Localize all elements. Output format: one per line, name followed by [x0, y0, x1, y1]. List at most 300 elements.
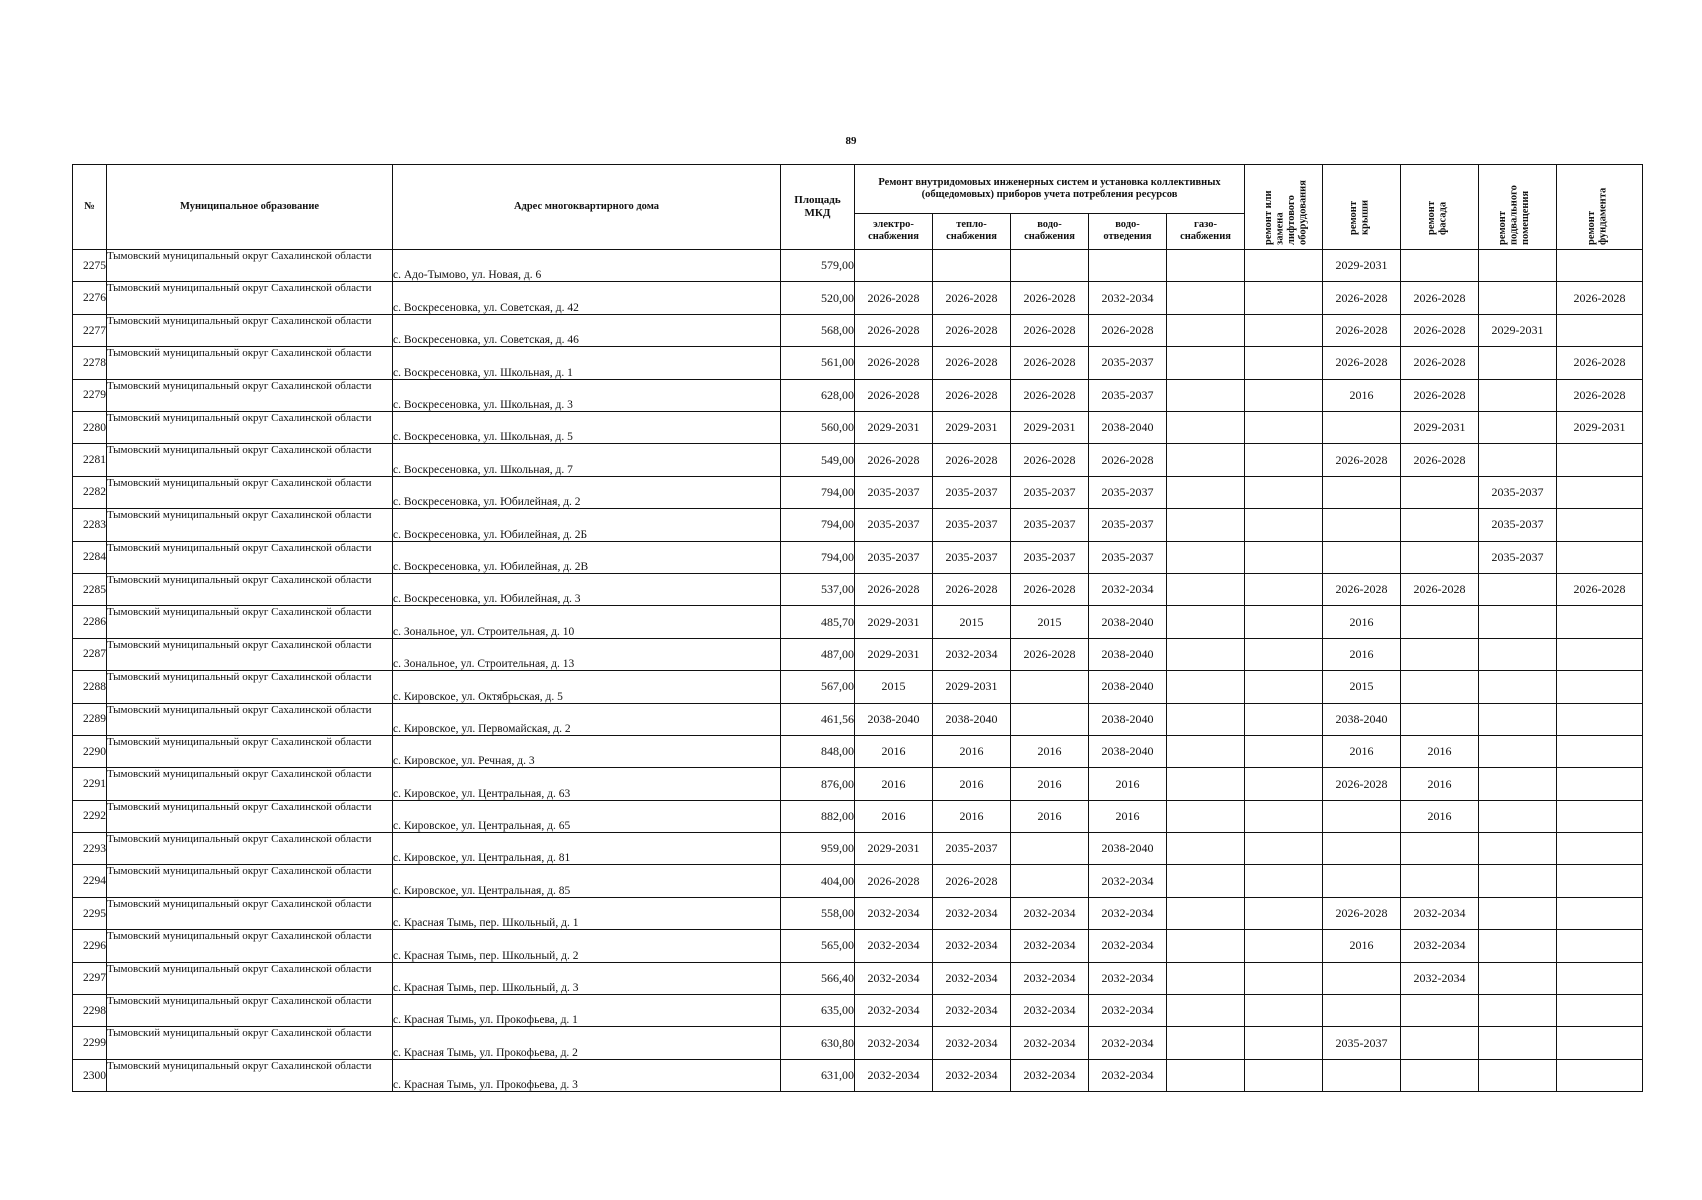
teplo-cell: 2035-2037 [933, 541, 1011, 573]
municipality-cell: Тымовский муниципальный округ Сахалинской области [107, 282, 393, 314]
lift-cell [1245, 509, 1323, 541]
foundation-cell [1557, 995, 1643, 1027]
row-number: 2297 [73, 962, 107, 994]
lift-cell [1245, 573, 1323, 605]
address-cell: с. Зональное, ул. Строительная, д. 13 [393, 638, 781, 670]
table-row [73, 703, 1643, 735]
lift-cell [1245, 606, 1323, 638]
gas-cell [1167, 897, 1245, 929]
facade-cell: 2026-2028 [1401, 282, 1479, 314]
row-number: 2284 [73, 541, 107, 573]
water-supply-cell [1011, 703, 1089, 735]
teplo-cell: 2032-2034 [933, 638, 1011, 670]
roof-cell [1323, 541, 1401, 573]
municipality-cell: Тымовский муниципальный округ Сахалинской области [107, 541, 393, 573]
table-row [73, 735, 1643, 767]
teplo-cell: 2032-2034 [933, 1059, 1011, 1091]
roof-cell: 2016 [1323, 930, 1401, 962]
area-cell: 565,00 [781, 930, 855, 962]
gas-cell [1167, 606, 1245, 638]
facade-cell [1401, 509, 1479, 541]
header-facade: ремонт фасада [1401, 165, 1479, 250]
facade-cell [1401, 606, 1479, 638]
area-cell: 549,00 [781, 444, 855, 476]
lift-cell [1245, 735, 1323, 767]
address-cell: с. Красная Тымь, пер. Школьный, д. 1 [393, 897, 781, 929]
gas-cell [1167, 995, 1245, 1027]
area-cell: 630,80 [781, 1027, 855, 1059]
water-supply-cell: 2035-2037 [1011, 476, 1089, 508]
teplo-cell: 2029-2031 [933, 412, 1011, 444]
facade-cell: 2032-2034 [1401, 897, 1479, 929]
row-number: 2293 [73, 833, 107, 865]
gas-cell [1167, 444, 1245, 476]
gas-cell [1167, 541, 1245, 573]
facade-cell [1401, 671, 1479, 703]
address-cell: с. Кировское, ул. Центральная, д. 81 [393, 833, 781, 865]
basement-cell [1479, 735, 1557, 767]
roof-cell: 2026-2028 [1323, 768, 1401, 800]
area-cell: 959,00 [781, 833, 855, 865]
roof-cell: 2026-2028 [1323, 314, 1401, 346]
water-drain-cell: 2038-2040 [1089, 412, 1167, 444]
facade-cell [1401, 638, 1479, 670]
foundation-cell: 2026-2028 [1557, 573, 1643, 605]
area-cell: 485,70 [781, 606, 855, 638]
lift-cell [1245, 541, 1323, 573]
table-row [73, 1059, 1643, 1091]
basement-cell: 2035-2037 [1479, 476, 1557, 508]
address-cell: с. Воскресеновка, ул. Юбилейная, д. 2 [393, 476, 781, 508]
facade-cell: 2026-2028 [1401, 379, 1479, 411]
teplo-cell: 2015 [933, 606, 1011, 638]
row-number: 2298 [73, 995, 107, 1027]
teplo-cell: 2026-2028 [933, 347, 1011, 379]
foundation-cell: 2026-2028 [1557, 282, 1643, 314]
table-row [73, 671, 1643, 703]
electro-cell: 2026-2028 [855, 865, 933, 897]
water-drain-cell: 2016 [1089, 768, 1167, 800]
area-cell: 794,00 [781, 476, 855, 508]
basement-cell [1479, 250, 1557, 282]
table-row [73, 606, 1643, 638]
electro-cell [855, 250, 933, 282]
foundation-cell [1557, 444, 1643, 476]
row-number: 2276 [73, 282, 107, 314]
area-cell: 628,00 [781, 379, 855, 411]
table-row [73, 444, 1643, 476]
table-row [73, 833, 1643, 865]
water-drain-cell: 2035-2037 [1089, 476, 1167, 508]
water-drain-cell: 2032-2034 [1089, 1059, 1167, 1091]
water-drain-cell: 2032-2034 [1089, 282, 1167, 314]
address-cell: с. Воскресеновка, ул. Школьная, д. 1 [393, 347, 781, 379]
area-cell: 566,40 [781, 962, 855, 994]
basement-cell [1479, 703, 1557, 735]
teplo-cell: 2032-2034 [933, 962, 1011, 994]
address-cell: с. Красная Тымь, пер. Школьный, д. 2 [393, 930, 781, 962]
foundation-cell [1557, 930, 1643, 962]
area-cell: 567,00 [781, 671, 855, 703]
area-cell: 461,56 [781, 703, 855, 735]
basement-cell [1479, 768, 1557, 800]
lift-cell [1245, 444, 1323, 476]
table-row [73, 379, 1643, 411]
area-cell: 794,00 [781, 541, 855, 573]
electro-cell: 2035-2037 [855, 541, 933, 573]
foundation-cell [1557, 638, 1643, 670]
water-drain-cell: 2026-2028 [1089, 444, 1167, 476]
facade-cell: 2026-2028 [1401, 314, 1479, 346]
municipality-cell: Тымовский муниципальный округ Сахалинской области [107, 476, 393, 508]
municipality-cell: Тымовский муниципальный округ Сахалинской области [107, 444, 393, 476]
address-cell: с. Кировское, ул. Первомайская, д. 2 [393, 703, 781, 735]
water-supply-cell: 2032-2034 [1011, 897, 1089, 929]
foundation-cell: 2026-2028 [1557, 379, 1643, 411]
row-number: 2278 [73, 347, 107, 379]
area-cell: 404,00 [781, 865, 855, 897]
water-supply-cell: 2016 [1011, 735, 1089, 767]
facade-cell: 2032-2034 [1401, 930, 1479, 962]
row-number: 2279 [73, 379, 107, 411]
water-supply-cell: 2015 [1011, 606, 1089, 638]
area-cell: 520,00 [781, 282, 855, 314]
table-row [73, 865, 1643, 897]
table-row [73, 1027, 1643, 1059]
gas-cell [1167, 1059, 1245, 1091]
basement-cell: 2035-2037 [1479, 509, 1557, 541]
header-gas: газо-снабжения [1167, 213, 1245, 249]
area-cell: 579,00 [781, 250, 855, 282]
table-row [73, 250, 1643, 282]
gas-cell [1167, 476, 1245, 508]
foundation-cell: 2026-2028 [1557, 347, 1643, 379]
water-supply-cell [1011, 833, 1089, 865]
electro-cell: 2026-2028 [855, 444, 933, 476]
area-cell: 635,00 [781, 995, 855, 1027]
electro-cell: 2029-2031 [855, 833, 933, 865]
roof-cell: 2026-2028 [1323, 282, 1401, 314]
teplo-cell: 2016 [933, 800, 1011, 832]
gas-cell [1167, 250, 1245, 282]
teplo-cell: 2029-2031 [933, 671, 1011, 703]
gas-cell [1167, 314, 1245, 346]
electro-cell: 2035-2037 [855, 476, 933, 508]
area-cell: 848,00 [781, 735, 855, 767]
facade-cell [1401, 995, 1479, 1027]
lift-cell [1245, 1027, 1323, 1059]
water-supply-cell: 2035-2037 [1011, 541, 1089, 573]
gas-cell [1167, 509, 1245, 541]
water-drain-cell: 2035-2037 [1089, 509, 1167, 541]
facade-cell [1401, 541, 1479, 573]
facade-cell [1401, 1027, 1479, 1059]
water-supply-cell: 2026-2028 [1011, 379, 1089, 411]
water-drain-cell: 2032-2034 [1089, 897, 1167, 929]
address-cell: с. Воскресеновка, ул. Школьная, д. 3 [393, 379, 781, 411]
gas-cell [1167, 412, 1245, 444]
municipality-cell: Тымовский муниципальный округ Сахалинской области [107, 671, 393, 703]
facade-cell: 2029-2031 [1401, 412, 1479, 444]
roof-cell [1323, 962, 1401, 994]
row-number: 2285 [73, 573, 107, 605]
row-number: 2281 [73, 444, 107, 476]
electro-cell: 2026-2028 [855, 347, 933, 379]
address-cell: с. Воскресеновка, ул. Школьная, д. 7 [393, 444, 781, 476]
roof-cell: 2026-2028 [1323, 573, 1401, 605]
basement-cell [1479, 800, 1557, 832]
roof-cell [1323, 412, 1401, 444]
foundation-cell [1557, 671, 1643, 703]
row-number: 2275 [73, 250, 107, 282]
teplo-cell: 2035-2037 [933, 509, 1011, 541]
electro-cell: 2029-2031 [855, 638, 933, 670]
municipality-cell: Тымовский муниципальный округ Сахалинской области [107, 995, 393, 1027]
teplo-cell: 2035-2037 [933, 476, 1011, 508]
gas-cell [1167, 347, 1245, 379]
foundation-cell [1557, 800, 1643, 832]
lift-cell [1245, 833, 1323, 865]
water-drain-cell: 2032-2034 [1089, 962, 1167, 994]
address-cell: с. Кировское, ул. Октябрьская, д. 5 [393, 671, 781, 703]
electro-cell: 2016 [855, 735, 933, 767]
lift-cell [1245, 412, 1323, 444]
water-drain-cell: 2016 [1089, 800, 1167, 832]
address-cell: с. Кировское, ул. Центральная, д. 65 [393, 800, 781, 832]
basement-cell [1479, 638, 1557, 670]
gas-cell [1167, 1027, 1245, 1059]
roof-cell: 2035-2037 [1323, 1027, 1401, 1059]
header-systems-group: Ремонт внутридомовых инженерных систем и установка коллективных (общедомовых) приборов учета потребления ресурсов [855, 165, 1245, 214]
roof-cell [1323, 509, 1401, 541]
municipality-cell: Тымовский муниципальный округ Сахалинской области [107, 703, 393, 735]
address-cell: с. Красная Тымь, ул. Прокофьева, д. 1 [393, 995, 781, 1027]
municipality-cell: Тымовский муниципальный округ Сахалинской области [107, 379, 393, 411]
municipality-cell: Тымовский муниципальный округ Сахалинской области [107, 573, 393, 605]
address-cell: с. Воскресеновка, ул. Юбилейная, д. 2В [393, 541, 781, 573]
gas-cell [1167, 735, 1245, 767]
municipality-cell: Тымовский муниципальный округ Сахалинской области [107, 930, 393, 962]
water-drain-cell: 2035-2037 [1089, 379, 1167, 411]
address-cell: с. Кировское, ул. Речная, д. 3 [393, 735, 781, 767]
capital-repair-table [72, 164, 1643, 1092]
basement-cell: 2035-2037 [1479, 541, 1557, 573]
roof-cell [1323, 995, 1401, 1027]
foundation-cell [1557, 541, 1643, 573]
water-supply-cell: 2032-2034 [1011, 1059, 1089, 1091]
municipality-cell: Тымовский муниципальный округ Сахалинской области [107, 347, 393, 379]
facade-cell: 2032-2034 [1401, 962, 1479, 994]
electro-cell: 2032-2034 [855, 897, 933, 929]
electro-cell: 2035-2037 [855, 509, 933, 541]
facade-cell: 2026-2028 [1401, 347, 1479, 379]
row-number: 2295 [73, 897, 107, 929]
roof-cell: 2016 [1323, 606, 1401, 638]
table-row [73, 962, 1643, 994]
water-supply-cell: 2026-2028 [1011, 314, 1089, 346]
roof-cell: 2038-2040 [1323, 703, 1401, 735]
water-drain-cell: 2035-2037 [1089, 541, 1167, 573]
header-area: Площадь МКД [781, 165, 855, 250]
water-supply-cell: 2029-2031 [1011, 412, 1089, 444]
foundation-cell [1557, 833, 1643, 865]
water-drain-cell: 2038-2040 [1089, 671, 1167, 703]
address-cell: с. Кировское, ул. Центральная, д. 85 [393, 865, 781, 897]
row-number: 2294 [73, 865, 107, 897]
table-row [73, 282, 1643, 314]
water-drain-cell: 2038-2040 [1089, 606, 1167, 638]
water-drain-cell: 2038-2040 [1089, 735, 1167, 767]
gas-cell [1167, 379, 1245, 411]
electro-cell: 2026-2028 [855, 282, 933, 314]
foundation-cell [1557, 476, 1643, 508]
teplo-cell: 2016 [933, 768, 1011, 800]
area-cell: 876,00 [781, 768, 855, 800]
basement-cell [1479, 962, 1557, 994]
page-number: 89 [845, 135, 857, 147]
basement-cell [1479, 573, 1557, 605]
roof-cell: 2015 [1323, 671, 1401, 703]
teplo-cell [933, 250, 1011, 282]
table-row [73, 412, 1643, 444]
water-supply-cell: 2032-2034 [1011, 1027, 1089, 1059]
lift-cell [1245, 930, 1323, 962]
table-row [73, 930, 1643, 962]
water-drain-cell [1089, 250, 1167, 282]
lift-cell [1245, 768, 1323, 800]
teplo-cell: 2026-2028 [933, 379, 1011, 411]
header-lift: ремонт или замена лифтового оборудования [1245, 165, 1323, 250]
gas-cell [1167, 962, 1245, 994]
basement-cell [1479, 833, 1557, 865]
header-vodo-supply: водо-снабжения [1011, 213, 1089, 249]
teplo-cell: 2016 [933, 735, 1011, 767]
municipality-cell: Тымовский муниципальный округ Сахалинской области [107, 735, 393, 767]
lift-cell [1245, 314, 1323, 346]
row-number: 2300 [73, 1059, 107, 1091]
facade-cell: 2016 [1401, 800, 1479, 832]
roof-cell: 2026-2028 [1323, 897, 1401, 929]
water-supply-cell: 2032-2034 [1011, 962, 1089, 994]
header-address: Адрес многоквартирного дома [393, 165, 781, 250]
header-municipality: Муниципальное образование [107, 165, 393, 250]
teplo-cell: 2032-2034 [933, 897, 1011, 929]
gas-cell [1167, 282, 1245, 314]
facade-cell [1401, 703, 1479, 735]
water-supply-cell: 2026-2028 [1011, 573, 1089, 605]
teplo-cell: 2032-2034 [933, 1027, 1011, 1059]
foundation-cell [1557, 606, 1643, 638]
basement-cell [1479, 1059, 1557, 1091]
table-row [73, 573, 1643, 605]
municipality-cell: Тымовский муниципальный округ Сахалинской области [107, 509, 393, 541]
water-drain-cell: 2038-2040 [1089, 638, 1167, 670]
foundation-cell [1557, 865, 1643, 897]
roof-cell: 2029-2031 [1323, 250, 1401, 282]
municipality-cell: Тымовский муниципальный округ Сахалинской области [107, 1059, 393, 1091]
row-number: 2287 [73, 638, 107, 670]
table-row [73, 897, 1643, 929]
area-cell: 568,00 [781, 314, 855, 346]
row-number: 2280 [73, 412, 107, 444]
basement-cell [1479, 995, 1557, 1027]
address-cell: с. Кировское, ул. Центральная, д. 63 [393, 768, 781, 800]
header-vodo-drain: водо-отведения [1089, 213, 1167, 249]
facade-cell [1401, 476, 1479, 508]
foundation-cell [1557, 250, 1643, 282]
water-supply-cell [1011, 250, 1089, 282]
water-drain-cell: 2026-2028 [1089, 314, 1167, 346]
electro-cell: 2032-2034 [855, 1027, 933, 1059]
basement-cell [1479, 930, 1557, 962]
table-row [73, 509, 1643, 541]
lift-cell [1245, 703, 1323, 735]
row-number: 2286 [73, 606, 107, 638]
electro-cell: 2032-2034 [855, 930, 933, 962]
water-supply-cell: 2032-2034 [1011, 995, 1089, 1027]
address-cell: с. Воскресеновка, ул. Юбилейная, д. 3 [393, 573, 781, 605]
row-number: 2282 [73, 476, 107, 508]
roof-cell: 2026-2028 [1323, 444, 1401, 476]
electro-cell: 2026-2028 [855, 314, 933, 346]
water-supply-cell: 2035-2037 [1011, 509, 1089, 541]
header-roof: ремонт крыши [1323, 165, 1401, 250]
roof-cell [1323, 1059, 1401, 1091]
address-cell: с. Воскресеновка, ул. Советская, д. 46 [393, 314, 781, 346]
basement-cell [1479, 606, 1557, 638]
area-cell: 561,00 [781, 347, 855, 379]
lift-cell [1245, 476, 1323, 508]
gas-cell [1167, 671, 1245, 703]
row-number: 2289 [73, 703, 107, 735]
water-supply-cell: 2016 [1011, 800, 1089, 832]
facade-cell [1401, 1059, 1479, 1091]
water-supply-cell [1011, 865, 1089, 897]
row-number: 2283 [73, 509, 107, 541]
foundation-cell [1557, 735, 1643, 767]
water-drain-cell: 2038-2040 [1089, 703, 1167, 735]
table-row [73, 476, 1643, 508]
teplo-cell: 2032-2034 [933, 995, 1011, 1027]
area-cell: 560,00 [781, 412, 855, 444]
electro-cell: 2032-2034 [855, 1059, 933, 1091]
water-drain-cell: 2038-2040 [1089, 833, 1167, 865]
lift-cell [1245, 865, 1323, 897]
lift-cell [1245, 347, 1323, 379]
electro-cell: 2029-2031 [855, 606, 933, 638]
area-cell: 537,00 [781, 573, 855, 605]
electro-cell: 2015 [855, 671, 933, 703]
roof-cell [1323, 800, 1401, 832]
foundation-cell [1557, 962, 1643, 994]
table-row [73, 347, 1643, 379]
foundation-cell [1557, 768, 1643, 800]
gas-cell [1167, 833, 1245, 865]
table-row [73, 314, 1643, 346]
water-supply-cell [1011, 671, 1089, 703]
roof-cell: 2016 [1323, 638, 1401, 670]
foundation-cell [1557, 897, 1643, 929]
electro-cell: 2038-2040 [855, 703, 933, 735]
municipality-cell: Тымовский муниципальный округ Сахалинской области [107, 897, 393, 929]
municipality-cell: Тымовский муниципальный округ Сахалинской области [107, 314, 393, 346]
address-cell: с. Красная Тымь, пер. Школьный, д. 3 [393, 962, 781, 994]
teplo-cell: 2026-2028 [933, 865, 1011, 897]
header-basement: ремонт подвального помещения [1479, 165, 1557, 250]
roof-cell: 2026-2028 [1323, 347, 1401, 379]
gas-cell [1167, 865, 1245, 897]
gas-cell [1167, 768, 1245, 800]
